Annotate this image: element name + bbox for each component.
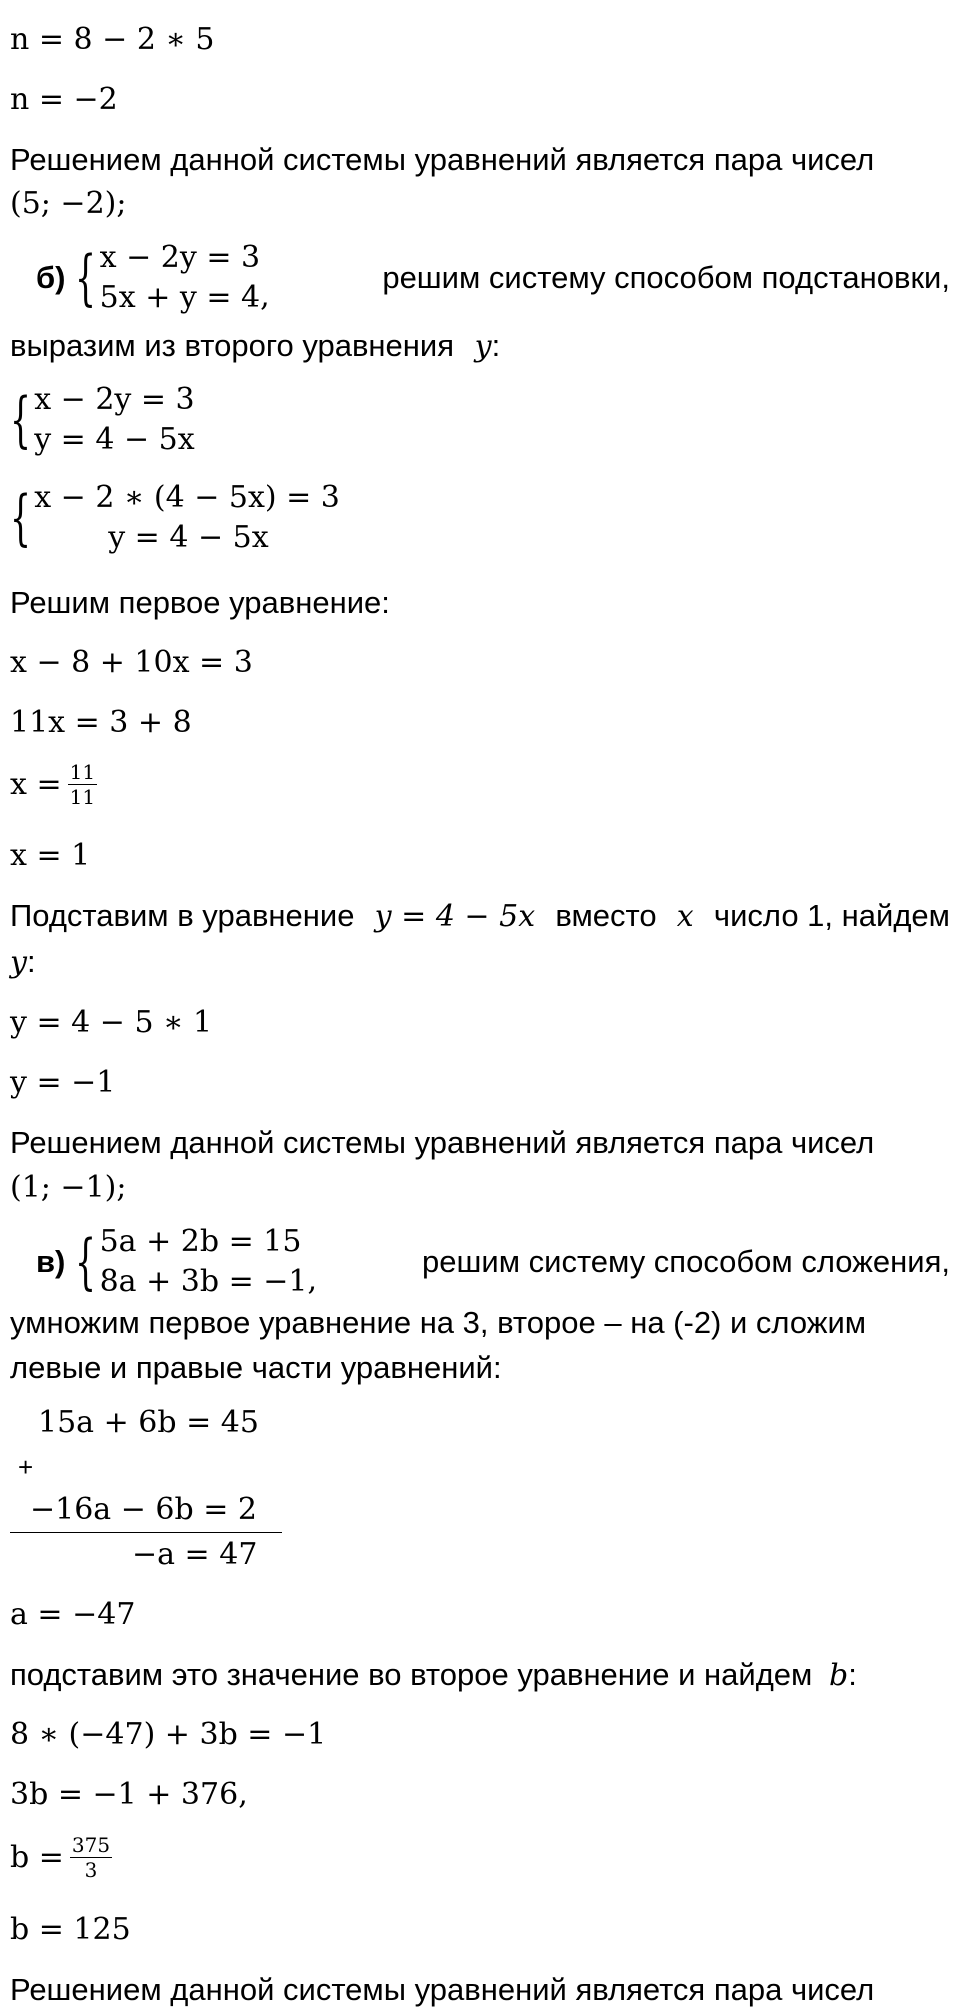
equation-line: n = 8 − 2 ∗ 5 bbox=[10, 22, 215, 57]
text-line: Решением данной системы уравнений является пара чисел bbox=[10, 1972, 875, 2007]
equation-system bbox=[10, 380, 195, 460]
addition-result: −a = 47 bbox=[132, 1537, 258, 1572]
brace-icon: { bbox=[10, 483, 32, 553]
fraction-denominator: 11 bbox=[69, 785, 96, 809]
addition-row: −16a − 6b = 2 bbox=[30, 1492, 257, 1527]
text-span: : bbox=[491, 328, 501, 363]
equation-system bbox=[75, 238, 260, 318]
text-line: левые и правые части уравнений: bbox=[10, 1350, 502, 1385]
system-v bbox=[10, 1222, 950, 1302]
fraction bbox=[68, 760, 97, 809]
equation-line: n = −2 bbox=[10, 82, 118, 117]
equation-line: 3b = −1 + 376, bbox=[10, 1777, 248, 1812]
equation-line: y = 4 − 5 ∗ 1 bbox=[10, 1005, 213, 1040]
math-var: b bbox=[828, 1658, 849, 1693]
text-line: Решением данной системы уравнений является пара чисел bbox=[10, 142, 875, 177]
text-line bbox=[10, 898, 950, 934]
text-line: решим систему способом сложения, bbox=[422, 1244, 950, 1279]
equation-line: y = −1 bbox=[10, 1065, 116, 1100]
system-row: 5a + 2b = 15 bbox=[99, 1224, 302, 1259]
text-span: : bbox=[26, 944, 36, 979]
equation-line: (5; −2); bbox=[10, 186, 127, 221]
text-span: подставим это значение во второе уравнение и найдем bbox=[10, 1657, 813, 1692]
text-line: Решим первое уравнение: bbox=[10, 585, 390, 620]
system-row: y = 4 − 5x bbox=[108, 520, 269, 555]
system-row: x − 2y = 3 bbox=[34, 382, 195, 417]
equation-line: (1; −1); bbox=[10, 1170, 127, 1205]
fraction-numerator: 375 bbox=[71, 1833, 111, 1857]
equation-line bbox=[10, 1833, 112, 1882]
equation-line: 8 ∗ (−47) + 3b = −1 bbox=[10, 1717, 327, 1752]
brace-icon: { bbox=[75, 243, 97, 313]
text-span: Подставим в уравнение bbox=[10, 898, 355, 933]
item-label: в) bbox=[36, 1244, 66, 1279]
equation-line: 11x = 3 + 8 bbox=[10, 705, 192, 740]
addition-row: 15a + 6b = 45 bbox=[38, 1405, 259, 1440]
text-line bbox=[10, 1657, 857, 1693]
comma: , bbox=[260, 279, 270, 314]
system-row: 5x + y = 4 bbox=[99, 280, 261, 315]
text-line: Решением данной системы уравнений является пара чисел bbox=[10, 1125, 875, 1160]
fraction-denominator: 3 bbox=[84, 1858, 98, 1882]
system-row: x − 2 ∗ (4 − 5x) = 3 bbox=[34, 480, 340, 515]
math-var: y bbox=[474, 329, 492, 364]
text-span: умножим первое уравнение на 3, второе – на (-2) и сложим bbox=[10, 1305, 867, 1340]
system-row: x − 2y = 3 bbox=[99, 240, 261, 275]
equation-system bbox=[75, 1222, 307, 1302]
item-label: б) bbox=[36, 260, 66, 295]
equation-line: a = −47 bbox=[10, 1597, 136, 1632]
text-line bbox=[10, 1305, 950, 1341]
math-var: y bbox=[10, 945, 27, 980]
equation-line: x = 1 bbox=[10, 838, 91, 873]
sum-divider bbox=[10, 1532, 282, 1533]
equation-line: b = 125 bbox=[10, 1912, 131, 1947]
comma: , bbox=[307, 1263, 318, 1298]
text-span: : bbox=[848, 1657, 857, 1692]
equation-system bbox=[10, 478, 340, 558]
text-span: вместо bbox=[555, 898, 657, 933]
text-span: число 1, найдем bbox=[713, 898, 950, 933]
math-var: x bbox=[676, 899, 694, 934]
fraction bbox=[70, 1833, 112, 1882]
brace-icon: { bbox=[10, 385, 32, 455]
brace-icon: { bbox=[75, 1227, 97, 1297]
equation-line bbox=[10, 760, 97, 809]
text-line bbox=[10, 944, 36, 980]
system-row: 8a + 3b = −1 bbox=[99, 1264, 308, 1299]
plus-sign: + bbox=[18, 1452, 34, 1482]
equation-line: x − 8 + 10x = 3 bbox=[10, 645, 253, 680]
text-span: выразим из второго уравнения bbox=[10, 328, 455, 363]
equation-lhs: x = bbox=[10, 767, 62, 802]
math-expression: y = 4 − 5x bbox=[374, 899, 536, 934]
equation-lhs: b = bbox=[10, 1840, 64, 1875]
text-line: решим систему способом подстановки, bbox=[382, 260, 950, 295]
system-b bbox=[10, 238, 950, 318]
text-line bbox=[10, 328, 500, 364]
fraction-numerator: 11 bbox=[69, 760, 96, 784]
system-row: y = 4 − 5x bbox=[34, 422, 195, 457]
